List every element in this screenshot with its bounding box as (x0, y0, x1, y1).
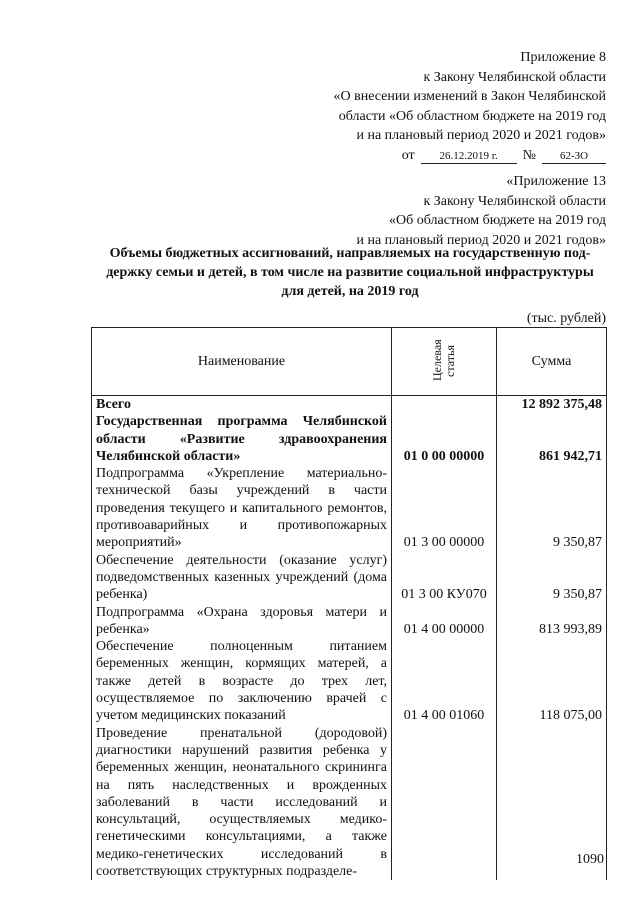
row-sum: 12 892 375,48 (497, 396, 607, 414)
row-name: Всего (92, 396, 392, 414)
row-sum: 9 350,87 (497, 552, 607, 604)
law-date: 26.12.2019 г. (421, 150, 517, 164)
law-date-number-line (334, 146, 607, 166)
document-title (90, 244, 610, 301)
row-name: Подпрограмма «Охрана здоровья матери и ребенка» (92, 604, 392, 639)
budget-table (91, 327, 607, 880)
appendix-13-line: и на плановый период 2020 и 2021 годов» (356, 232, 606, 248)
title-line: Объемы бюджетных ассигнований, направляемых на государственную под- (109, 246, 591, 261)
table-row (92, 465, 607, 551)
units-label: (тыс. рублей) (526, 311, 606, 326)
table-row (92, 725, 607, 881)
row-target-article: 01 3 00 КУ070 (392, 552, 497, 604)
row-sum: 118 075,00 (497, 638, 607, 724)
number-label: № (522, 147, 536, 163)
appendix-8-header (334, 48, 607, 165)
appendix-8-title: Приложение 8 (520, 50, 606, 65)
appendix-8-line: «О внесении изменений в Закон Челябинской (333, 89, 606, 104)
appendix-13-line: «Об областном бюджете на 2019 год (389, 213, 606, 228)
row-name: Подпрограмма «Укрепление материально-технической базы учреждений в части проведения текущего и капитального ремонтов, противоаварийных и противопожарных мероприятий» (92, 465, 392, 551)
table-row (92, 413, 607, 465)
page-number: 1090 (576, 852, 604, 867)
table-row (92, 604, 607, 639)
row-sum: 861 942,71 (497, 413, 607, 465)
header-name: Наименование (92, 328, 392, 396)
appendix-8-line: области «Об областном бюджете на 2019 год (338, 108, 606, 124)
row-name: Обеспечение деятельности (оказание услуг) подведомственных казенных учреждений (дома ребенка) (92, 552, 392, 604)
appendix-8-line: к Закону Челябинской области (423, 69, 606, 85)
row-name: Обеспечение полноценным питанием беременных женщин, кормящих матерей, а также детей в возрасте до трех лет, осуществляемое по заключению врачей с учетом медицинских показаний (92, 638, 392, 724)
table-header-row (92, 328, 607, 396)
row-target-article (392, 725, 497, 881)
row-target-article: 01 3 00 00000 (392, 465, 497, 551)
title-line: держку семьи и детей, в том числе на развитие социальной инфраструктуры (106, 265, 594, 280)
appendix-8-line: и на плановый период 2020 и 2021 годов» (356, 128, 606, 143)
row-target-article: 01 0 00 00000 (392, 413, 497, 465)
title-line: для детей, на 2019 год (281, 284, 419, 299)
ot-label: от (401, 147, 415, 163)
row-target-article: 01 4 00 01060 (392, 638, 497, 724)
row-target-article (392, 396, 497, 414)
table-row (92, 552, 607, 604)
row-name: Проведение пренатальной (дородовой) диагностики нарушений развития ребенка у беременных женщин, неонатального скрининга на пять наследственных и врожденных заболеваний в части исследований и консультаций, осуществляемых медико-генетическими консультациями, а также медико-генетических исследований в соответствующих структурных подразделе- (92, 725, 392, 881)
row-sum: 813 993,89 (497, 604, 607, 639)
appendix-13-header (356, 172, 606, 250)
header-sum: Сумма (497, 328, 607, 396)
table-row (92, 638, 607, 724)
row-name: Государственная программа Челябинской области «Развитие здравоохранения Челябинской области» (92, 413, 392, 465)
row-sum: 9 350,87 (497, 465, 607, 551)
table-row (92, 396, 607, 414)
appendix-13-title: «Приложение 13 (506, 174, 606, 189)
law-number: 62-ЗО (542, 150, 606, 164)
appendix-13-line: к Закону Челябинской области (423, 193, 606, 209)
header-code: Целевая статья (392, 328, 497, 396)
row-target-article: 01 4 00 00000 (392, 604, 497, 639)
